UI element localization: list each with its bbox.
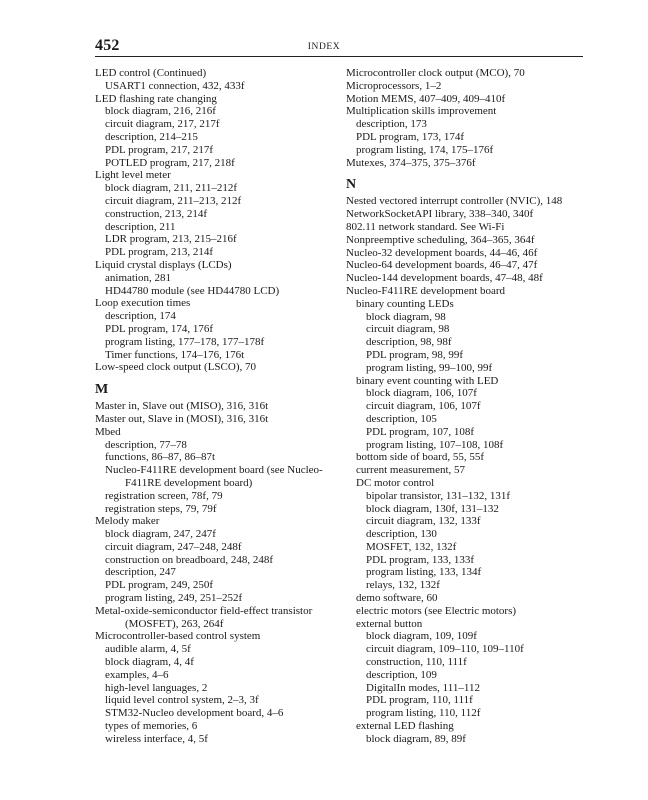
index-subentry: block diagram, 247, 247f bbox=[105, 528, 216, 541]
index-subentry: POTLED program, 217, 218f bbox=[105, 156, 235, 169]
index-subentry: block diagram, 130f, 131–132 bbox=[366, 502, 499, 515]
index-main-entry: Master out, Slave in (MOSI), 316, 316t bbox=[95, 412, 269, 425]
index-subentry: wireless interface, 4, 5f bbox=[105, 732, 208, 745]
index-subentry: program listing, 177–178, 177–178f bbox=[105, 335, 265, 348]
index-subentry: description, 98, 98f bbox=[366, 336, 452, 349]
index-subentry: circuit diagram, 132, 133f bbox=[366, 515, 481, 528]
index-subentry: audible alarm, 4, 5f bbox=[105, 643, 191, 656]
index-subentry: description, 211 bbox=[105, 220, 176, 233]
index-main-entry: Metal-oxide-semiconductor field-effect transistor bbox=[95, 604, 313, 617]
index-subentry: Timer functions, 174–176, 176t bbox=[105, 348, 245, 361]
index-subentry: high-level languages, 2 bbox=[105, 681, 208, 694]
index-subentry: program listing, 174, 175–176f bbox=[356, 143, 494, 156]
index-subentry: circuit diagram, 98 bbox=[366, 323, 450, 336]
index-section-letter: M bbox=[95, 382, 109, 398]
index-main-entry: Microprocessors, 1–2 bbox=[346, 79, 442, 92]
index-subentry: registration steps, 79, 79f bbox=[105, 502, 217, 515]
index-subentry: circuit diagram, 211–213, 212f bbox=[105, 194, 242, 207]
index-subentry: description, 109 bbox=[366, 668, 437, 681]
index-main-entry: Nucleo-F411RE development board bbox=[346, 284, 506, 297]
index-main-entry: Liquid crystal displays (LCDs) bbox=[95, 258, 232, 271]
index-subentry: examples, 4–6 bbox=[105, 668, 169, 681]
index-main-entry: Melody maker bbox=[95, 515, 160, 528]
index-main-entry: Multiplication skills improvement bbox=[346, 105, 497, 118]
index-main-entry: Nucleo-144 development boards, 47–48, 48f bbox=[346, 272, 543, 285]
index-subentry: block diagram, 216, 216f bbox=[105, 105, 216, 118]
index-subentry: construction, 110, 111f bbox=[366, 656, 467, 669]
index-main-entry: LED flashing rate changing bbox=[95, 92, 217, 105]
index-main-entry: Mbed bbox=[95, 425, 121, 438]
index-subentry: bottom side of board, 55, 55f bbox=[356, 451, 485, 464]
index-subentry: program listing, 110, 112f bbox=[366, 707, 481, 720]
index-subentry: description, 214–215 bbox=[105, 130, 198, 143]
index-subentry: MOSFET, 132, 132f bbox=[366, 540, 457, 553]
index-main-entry: Master in, Slave out (MISO), 316, 316t bbox=[95, 400, 269, 413]
index-subentry: external button bbox=[356, 617, 423, 630]
index-subentry: circuit diagram, 106, 107f bbox=[366, 400, 481, 413]
index-subentry: block diagram, 211, 211–212f bbox=[105, 182, 238, 195]
index-subentry: description, 105 bbox=[366, 412, 437, 425]
index-subentry: binary event counting with LED bbox=[356, 374, 499, 387]
index-subentry: types of memories, 6 bbox=[105, 720, 198, 733]
index-subentry: description, 247 bbox=[105, 566, 176, 579]
index-subentry: liquid level control system, 2–3, 3f bbox=[105, 694, 259, 707]
index-subentry: circuit diagram, 109–110, 109–110f bbox=[366, 643, 524, 656]
index-subentry: HD44780 module (see HD44780 LCD) bbox=[105, 284, 280, 297]
index-subentry: description, 77–78 bbox=[105, 438, 187, 451]
index-subentry: USART1 connection, 432, 433f bbox=[105, 79, 245, 92]
index-subentry: binary counting LEDs bbox=[356, 297, 454, 310]
index-main-entry: Motion MEMS, 407–409, 409–410f bbox=[346, 92, 506, 105]
index-subentry: PDL program, 213, 214f bbox=[105, 246, 214, 259]
index-subentry: (MOSFET), 263, 264f bbox=[125, 617, 224, 630]
index-subentry: block diagram, 106, 107f bbox=[366, 387, 477, 400]
index-subentry: F411RE development board) bbox=[125, 476, 253, 489]
index-subentry: program listing, 107–108, 108f bbox=[366, 438, 504, 451]
index-main-entry: Microcontroller clock output (MCO), 70 bbox=[346, 67, 525, 79]
index-column-left bbox=[95, 67, 331, 746]
index-main-entry: NetworkSocketAPI library, 338–340, 340f bbox=[346, 208, 534, 221]
index-subentry: functions, 86–87, 86–87t bbox=[105, 451, 215, 464]
index-subentry: block diagram, 4, 4f bbox=[105, 656, 194, 669]
index-subentry: PDL program, 133, 133f bbox=[366, 553, 475, 566]
index-subentry: circuit diagram, 217, 217f bbox=[105, 118, 220, 131]
index-subentry: program listing, 249, 251–252f bbox=[105, 592, 243, 605]
index-main-entry: Nucleo-64 development boards, 46–47, 47f bbox=[346, 259, 538, 272]
index-main-entry: Nonpreemptive scheduling, 364–365, 364f bbox=[346, 233, 535, 246]
index-subentry: bipolar transistor, 131–132, 131f bbox=[366, 489, 511, 502]
index-subentry: relays, 132, 132f bbox=[366, 579, 440, 592]
index-subentry: PDL program, 110, 111f bbox=[366, 694, 473, 707]
index-subentry: STM32-Nucleo development board, 4–6 bbox=[105, 707, 284, 720]
index-main-entry: Microcontroller-based control system bbox=[95, 630, 261, 643]
index-subentry: electric motors (see Electric motors) bbox=[356, 604, 517, 617]
index-subentry: DigitalIn modes, 111–112 bbox=[366, 681, 480, 694]
index-main-entry: Light level meter bbox=[95, 169, 171, 182]
index-subentry: current measurement, 57 bbox=[356, 464, 466, 477]
index-subentry: description, 130 bbox=[366, 528, 437, 541]
page-number: 452 bbox=[95, 37, 120, 54]
index-subentry: registration screen, 78f, 79 bbox=[105, 489, 223, 502]
index-main-entry: LED control (Continued) bbox=[95, 67, 207, 79]
index-subentry: PDL program, 249, 250f bbox=[105, 579, 214, 592]
index-subentry: external LED flashing bbox=[356, 720, 454, 733]
index-subentry: demo software, 60 bbox=[356, 592, 438, 605]
index-subentry: PDL program, 173, 174f bbox=[356, 130, 465, 143]
index-subentry: construction on breadboard, 248, 248f bbox=[105, 553, 274, 566]
index-subentry: construction, 213, 214f bbox=[105, 207, 208, 220]
index-column-right bbox=[346, 67, 586, 746]
index-subentry: animation, 281 bbox=[105, 271, 171, 284]
index-subentry: PDL program, 174, 176f bbox=[105, 322, 214, 335]
header-rule bbox=[95, 56, 583, 57]
index-subentry: LDR program, 213, 215–216f bbox=[105, 233, 237, 246]
index-subentry: PDL program, 217, 217f bbox=[105, 143, 214, 156]
index-subentry: PDL program, 98, 99f bbox=[366, 348, 464, 361]
index-subentry: description, 173 bbox=[356, 118, 427, 131]
index-main-entry: Nested vectored interrupt controller (NVIC), 148 bbox=[346, 195, 563, 208]
index-main-entry: Nucleo-32 development boards, 44–46, 46f bbox=[346, 246, 538, 259]
index-subentry: PDL program, 107, 108f bbox=[366, 425, 475, 438]
index-subentry: Nucleo-F411RE development board (see Nucleo- bbox=[105, 464, 323, 477]
index-main-entry: Low-speed clock output (LSCO), 70 bbox=[95, 361, 256, 374]
running-head: INDEX bbox=[307, 42, 341, 52]
index-subentry: block diagram, 109, 109f bbox=[366, 630, 477, 643]
index-section-letter: N bbox=[346, 177, 357, 193]
index-subentry: program listing, 99–100, 99f bbox=[366, 361, 493, 374]
index-subentry: description, 174 bbox=[105, 310, 176, 323]
index-subentry: DC motor control bbox=[356, 476, 435, 489]
index-subentry: block diagram, 98 bbox=[366, 310, 446, 323]
index-main-entry: Loop execution times bbox=[95, 297, 191, 310]
index-subentry: block diagram, 89, 89f bbox=[366, 732, 466, 745]
index-main-entry: Mutexes, 374–375, 375–376f bbox=[346, 156, 476, 169]
index-subentry: program listing, 133, 134f bbox=[366, 566, 482, 579]
index-subentry: circuit diagram, 247–248, 248f bbox=[105, 540, 242, 553]
index-main-entry: 802.11 network standard. See Wi-Fi bbox=[346, 220, 505, 233]
